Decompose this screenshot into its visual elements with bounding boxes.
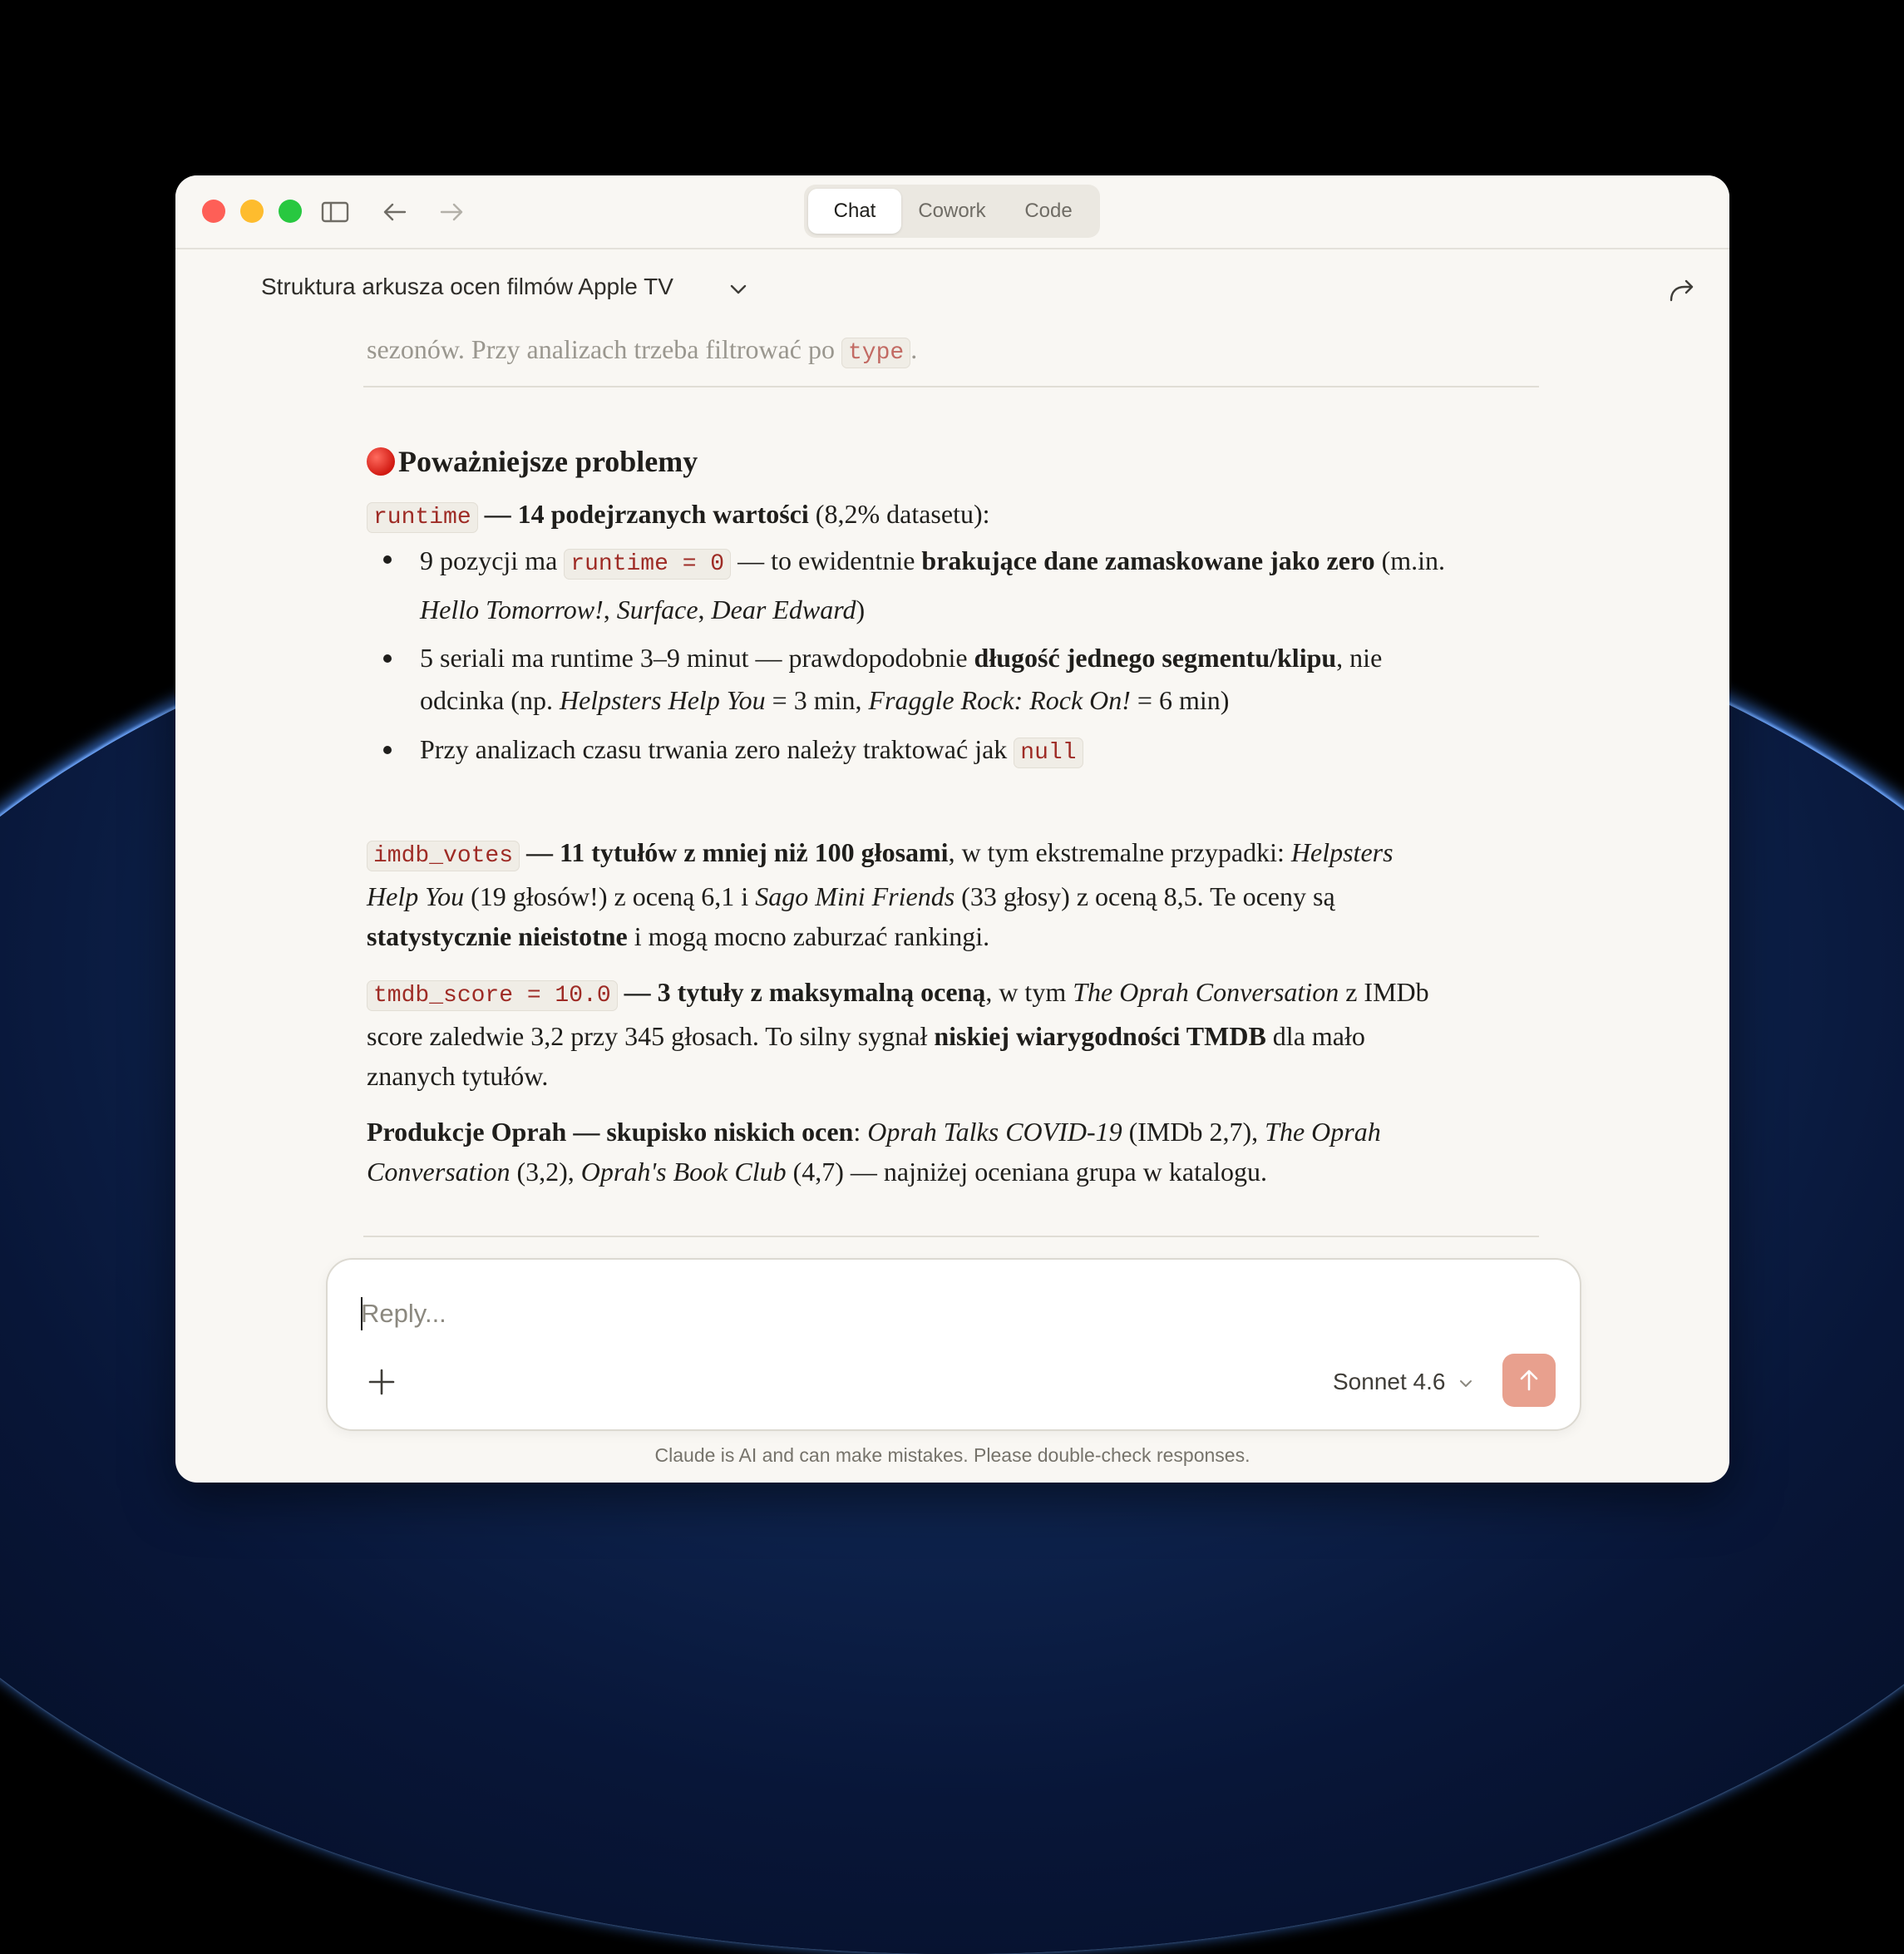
app-window (175, 175, 1729, 1483)
mode-tabs (804, 185, 1100, 238)
forward-arrow-icon[interactable] (435, 195, 468, 229)
arrow-up-icon (1516, 1367, 1542, 1394)
share-icon[interactable] (1666, 274, 1698, 305)
sidebar-toggle-icon[interactable] (318, 195, 352, 229)
tmdb-score-paragraph: tmdb_score = 10.0 — 3 tytuły z maksymalną oceną, w tym The Oprah Conversation z IMDb score zaledwie 3,2 przy 345 głosach. To silny sygnał niskiej wiarygodności TMDB dla mało znanych tytułów. (367, 977, 1429, 1091)
close-window-button[interactable] (202, 200, 225, 223)
inline-code: type (841, 338, 910, 368)
maximize-window-button[interactable] (279, 200, 302, 223)
oprah-paragraph: Produkcje Oprah — skupisko niskich ocen: Oprah Talks COVID-19 (IMDb 2,7), The Oprah Conversation (3,2), Oprah's Book Club (4,7) — najniżej oceniana grupa w katalogu. (367, 1117, 1381, 1187)
section-heading: Poważniejsze problemy (367, 442, 698, 481)
runtime-bullet-list (367, 538, 1448, 774)
tab-chat[interactable]: Chat (808, 189, 901, 234)
send-button[interactable] (1502, 1354, 1556, 1407)
chevron-down-icon[interactable] (1457, 1374, 1475, 1393)
inline-code: imdb_votes (367, 841, 520, 871)
list-item: 5 seriali ma runtime 3–9 minut — prawdopodobnie długość jednego segmentu/klipu, nie odcinka (np. Helpsters Help You = 3 min, Fraggle Rock: Rock On! = 6 min) (367, 637, 1448, 722)
model-selector[interactable]: Sonnet 4.6 (1333, 1369, 1446, 1394)
message-content (367, 325, 1448, 1187)
conversation-title[interactable]: Struktura arkusza ocen filmów Apple TV (261, 274, 673, 299)
reply-composer (326, 1258, 1581, 1431)
tab-cowork[interactable]: Cowork (918, 200, 986, 222)
inline-code: null (1014, 738, 1083, 768)
divider (363, 1236, 1539, 1237)
divider (363, 386, 1539, 387)
list-item: 9 pozycji ma runtime = 0 — to ewidentnie brakujące dane zamaskowane jako zero (m.in. Hello Tomorrow!, Surface, Dear Edward) (367, 538, 1448, 632)
red-circle-icon (367, 447, 395, 476)
back-arrow-icon[interactable] (378, 195, 412, 229)
text-caret (361, 1297, 363, 1330)
title-bar (175, 175, 1729, 249)
reply-input[interactable] (361, 1293, 1359, 1335)
imdb-votes-paragraph: imdb_votes — 11 tytułów z mniej niż 100 głosami, w tym ekstremalne przypadki: Helpsters Help You (19 głosów!) z oceną 6,1 i Sago Mini Friends (33 głosy) z oceną 8,5. Te oceny są statystycznie nieistotne i mogą mocno zaburzać rankingi. (367, 837, 1393, 951)
inline-code: runtime = 0 (564, 549, 731, 580)
disclaimer-text: Claude is AI and can make mistakes. Please double-check responses. (654, 1444, 1250, 1466)
runtime-paragraph: runtime — 14 podejrzanych wartości (8,2% datasetu): (367, 494, 1448, 538)
minimize-window-button[interactable] (240, 200, 264, 223)
chevron-down-icon[interactable] (726, 277, 751, 302)
plus-icon[interactable] (366, 1366, 397, 1398)
list-item: Przy analizach czasu trwania zero należy traktować jak null (367, 728, 1448, 774)
inline-code: tmdb_score = 10.0 (367, 980, 618, 1011)
faded-previous-text: sezonów. Przy analizach trzeba filtrować po type . (367, 329, 917, 373)
tab-code[interactable]: Code (1024, 200, 1073, 222)
inline-code: runtime (367, 502, 478, 533)
